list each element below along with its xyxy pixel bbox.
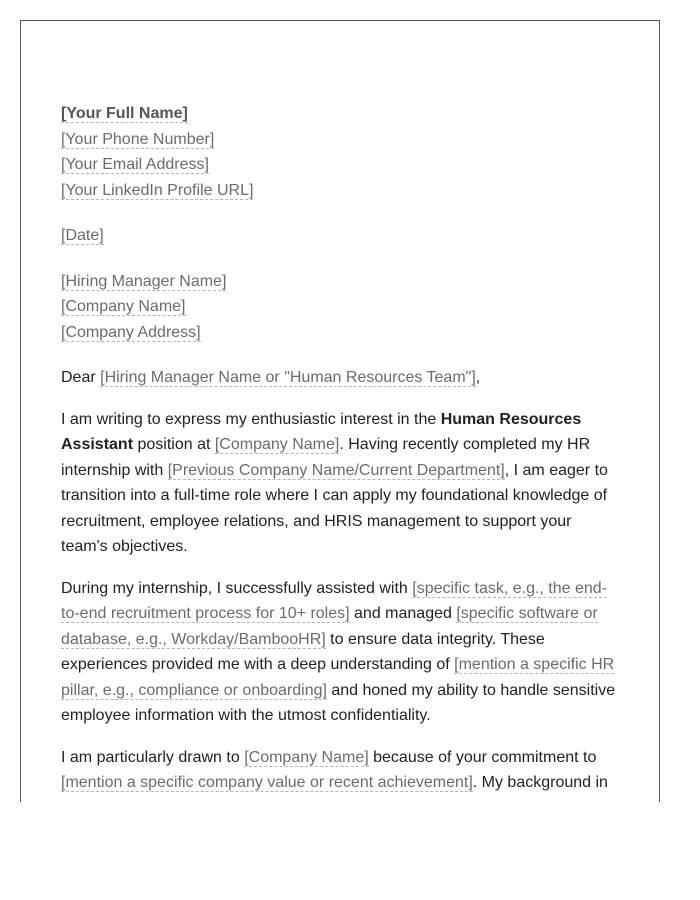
salutation — [61, 365, 621, 391]
p2-text-4: and honed my ability to handle sensitive employee information with the utmost confidentiality. — [61, 681, 616, 724]
sender-full-name[interactable]: [Your Full Name] — [61, 105, 188, 122]
p2-pillar[interactable]: [mention a specific HR pillar, e.g., compliance or onboarding] — [61, 656, 615, 699]
paragraph-experience — [61, 576, 621, 729]
p1-text-3: . Having recently completed my HR internship with — [61, 436, 591, 479]
p2-task[interactable]: [specific task, e.g., the end-to-end recruitment process for 10+ roles] — [61, 579, 608, 622]
document-page — [20, 20, 660, 802]
p1-text-2: position at — [133, 436, 215, 453]
sender-linkedin[interactable]: [Your LinkedIn Profile URL] — [61, 181, 254, 199]
p2-text-3: to ensure data integrity. These experiences provided me with a deep understanding of — [61, 630, 545, 673]
p1-text-1: I am writing to express my enthusiastic interest in the — [61, 410, 441, 428]
date-block — [61, 223, 621, 249]
p1-prev-company[interactable]: [Previous Company Name/Current Department] — [167, 461, 505, 479]
paragraph-intro — [61, 407, 621, 560]
p3-company[interactable]: [Company Name] — [244, 748, 369, 766]
p2-text-2: and managed — [349, 605, 457, 622]
salutation-comma: , — [475, 369, 481, 386]
sender-phone[interactable]: [Your Phone Number] — [61, 130, 215, 148]
salutation-dear: Dear — [61, 369, 101, 386]
p3-text-1: I am particularly drawn to — [61, 748, 245, 766]
recipient-block — [61, 269, 621, 346]
sender-email[interactable]: [Your Email Address] — [61, 156, 209, 173]
p3-text-3: . My background in — [472, 774, 608, 791]
recipient-manager[interactable]: [Hiring Manager Name] — [61, 272, 227, 290]
paragraph-motivation — [61, 745, 621, 796]
p1-text-4: , I am eager to transition into a full-time role where I can apply my foundational knowledge of recruitment, employee relations, and HRIS management to support your team's objectives. — [61, 461, 608, 555]
letter-date[interactable]: [Date] — [61, 227, 104, 244]
recipient-address[interactable]: [Company Address] — [61, 323, 201, 341]
p1-role: Human Resources Assistant — [61, 410, 582, 453]
p3-text-2: because of your commitment to — [368, 748, 597, 766]
sender-contact-block — [61, 101, 621, 203]
p2-text-1: During my internship, I successfully assisted with — [61, 579, 413, 597]
cover-letter-body — [61, 101, 621, 802]
p2-software[interactable]: [specific software or database, e.g., Workday/BambooHR] — [61, 605, 598, 648]
salutation-name[interactable]: [Hiring Manager Name or "Human Resources Team"] — [100, 369, 476, 386]
p1-company[interactable]: [Company Name] — [214, 436, 340, 453]
recipient-company[interactable]: [Company Name] — [61, 298, 186, 315]
p3-value[interactable]: [mention a specific company value or recent achievement] — [61, 774, 473, 791]
